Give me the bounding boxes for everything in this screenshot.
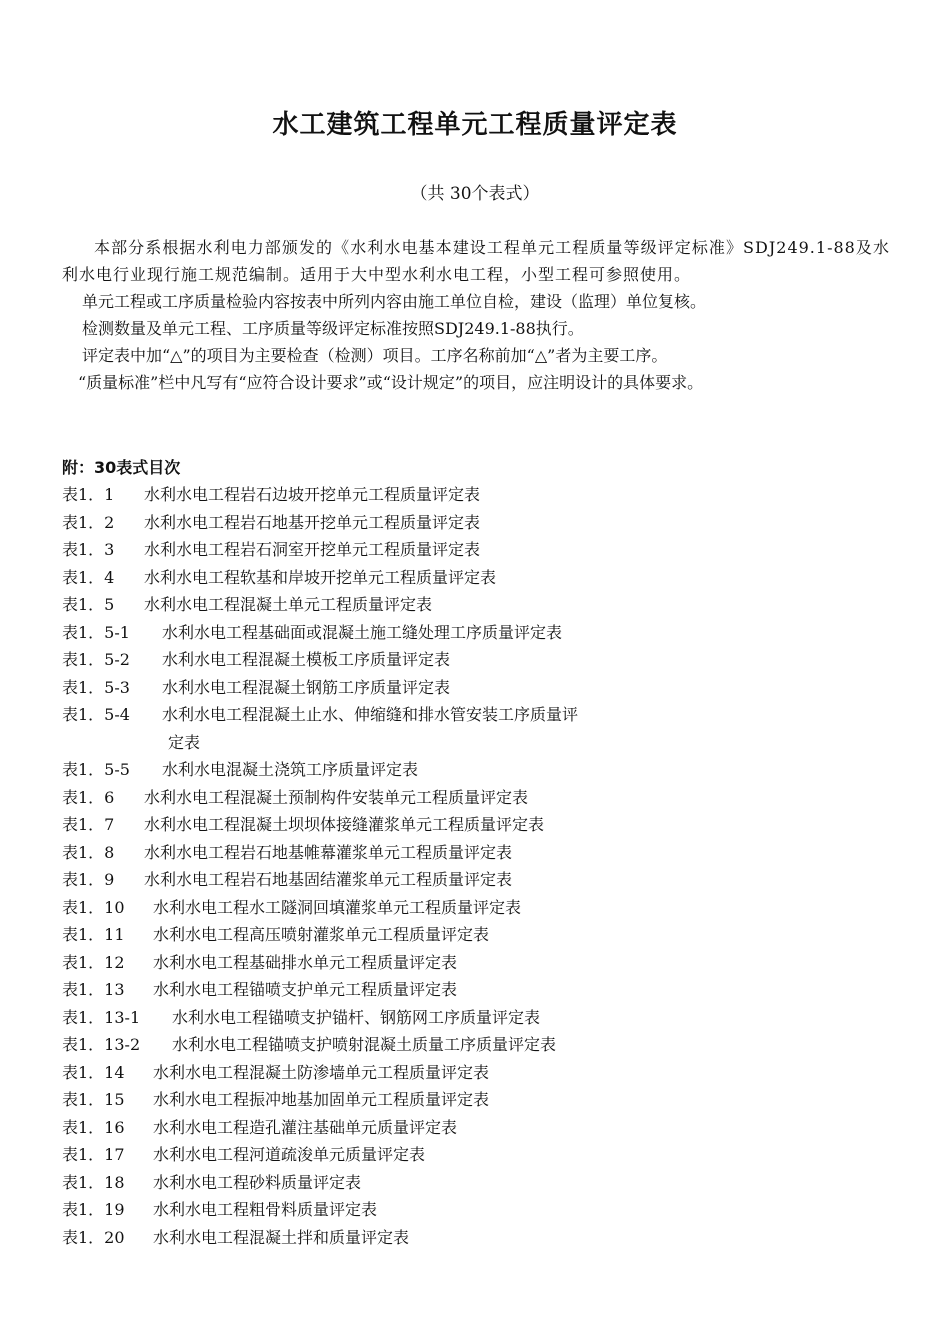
toc-entry-title: 水利水电工程混凝土单元工程质量评定表 [144,595,433,614]
toc-entry [62,674,882,702]
toc-entry-number: 表1．15 [62,1090,125,1109]
toc-entry-number: 表1．1 [62,485,115,504]
toc-entry-title: 水利水电工程锚喷支护单元工程质量评定表 [153,980,458,999]
toc-entry [62,1141,882,1169]
toc-entry-number: 表1．18 [62,1172,125,1192]
toc-entry-number: 表1．13 [62,980,125,999]
toc-entry-title: 水利水电工程锚喷支护锚杆、钢筋网工序质量评定表 [172,1007,541,1027]
toc-entry-number: 表1．12 [62,952,125,972]
toc-entry [62,481,882,509]
toc-entry [62,894,882,922]
toc-entry [62,1059,882,1087]
toc-entry [62,1224,882,1252]
toc-entry [62,1004,882,1032]
toc-entry-number: 表1．10 [62,897,125,917]
toc-entry-number: 表1．5-4 [62,705,130,724]
intro-section [62,234,890,396]
toc-entry-number: 表1．14 [62,1062,125,1082]
toc-entry [62,784,882,812]
toc-entry-number: 表1．5-5 [62,760,130,779]
intro-paragraph: 单元工程或工序质量检验内容按表中所列内容由施工单位自检，建设（监理）单位复核。 [82,292,707,311]
toc-entry-continuation: 定表 [168,732,201,752]
toc-entry-title: 水利水电工程高压喷射灌浆单元工程质量评定表 [153,925,490,944]
toc-entry [62,839,882,867]
toc-entry [62,756,882,784]
toc-entry-number: 表1．13-1 [62,1007,141,1027]
toc-entry-number: 表1．3 [62,540,115,559]
intro-paragraph: “质量标准”栏中凡写有“应符合设计要求”或“设计规定”的项目，应注明设计的具体要求。 [78,373,704,392]
toc-entry-number: 表1．5-1 [62,622,130,642]
toc-entry-number: 表1．8 [62,842,115,862]
toc-entry [62,646,882,674]
toc-entry-title: 水利水电工程岩石边坡开挖单元工程质量评定表 [144,485,481,504]
toc-entry [62,811,882,839]
toc-entry [62,591,882,619]
toc-entry-title: 水利水电工程混凝土钢筋工序质量评定表 [162,677,451,697]
document-subtitle: （共 30个表式） [410,184,540,204]
toc-entry [62,619,882,647]
toc-entry-title: 水利水电工程混凝土拌和质量评定表 [153,1227,410,1247]
toc-entry-title: 水利水电工程基础排水单元工程质量评定表 [153,952,458,972]
toc-entry [62,564,882,592]
toc-entry [62,1169,882,1197]
toc-entry-title: 水利水电工程混凝土模板工序质量评定表 [162,650,451,669]
toc-entry-title: 水利水电工程水工隧洞回填灌浆单元工程质量评定表 [153,897,522,917]
toc-entry [62,866,882,894]
toc-entry [62,1196,882,1224]
toc-entry-number: 表1．5 [62,595,115,614]
toc-entry-title: 水利水电工程岩石洞室开挖单元工程质量评定表 [144,540,481,559]
toc-entry-number: 表1．2 [62,512,115,532]
toc-entry-number: 表1．17 [62,1145,125,1164]
toc-entry-title: 水利水电工程软基和岸坡开挖单元工程质量评定表 [144,567,497,587]
toc-entry-title: 水利水电工程锚喷支护喷射混凝土质量工序质量评定表 [172,1035,557,1054]
document-title: 水工建筑工程单元工程质量评定表 [272,110,678,140]
toc-entry [62,1114,882,1142]
toc-entry [62,921,882,949]
toc-entry-title: 水利水电工程岩石地基固结灌浆单元工程质量评定表 [144,870,513,889]
toc-entry-title: 水利水电工程混凝土止水、伸缩缝和排水管安装工序质量评 [162,705,579,724]
toc-entry-number: 表1．9 [62,870,115,889]
toc-entry-number: 表1．11 [62,925,125,944]
toc-entry-number: 表1．19 [62,1200,125,1219]
toc-entry-number: 表1．4 [62,567,115,587]
toc-entry [62,536,882,564]
toc-entry-title: 水利水电混凝土浇筑工序质量评定表 [162,760,419,779]
toc-entry-number: 表1．5-2 [62,650,130,669]
toc-entry-title: 水利水电工程造孔灌注基础单元质量评定表 [153,1117,458,1137]
intro-paragraph: 评定表中加“△”的项目为主要检查（检测）项目。工序名称前加“△”者为主要工序。 [82,346,668,365]
toc-heading: 附：30表式目次 [62,458,181,477]
toc-entry-number: 表1．16 [62,1117,125,1137]
toc-entry-title: 水利水电工程混凝土坝坝体接缝灌浆单元工程质量评定表 [144,815,545,834]
toc-entry-number: 表1．20 [62,1227,125,1247]
toc-entry-title: 水利水电工程河道疏浚单元质量评定表 [153,1145,426,1164]
toc-entry [62,949,882,977]
toc-entry-number: 表1．13-2 [62,1035,141,1054]
toc-entry [62,509,882,537]
toc-entry [62,976,882,1004]
intro-paragraph: 本部分系根据水利电力部颁发的《水利水电基本建设工程单元工程质量等级评定标准》SDJ249.1-88及水利水电行业现行施工规范编制。适用于大中型水利水电工程，小型工程可参照使用。 [62,238,890,284]
toc-entry [62,701,882,729]
toc-entry-title: 水利水电工程基础面或混凝土施工缝处理工序质量评定表 [162,622,563,642]
intro-paragraph: 检测数量及单元工程、工序质量等级评定标准按照SDJ249.1-88执行。 [82,319,584,338]
toc-entry-title: 水利水电工程岩石地基开挖单元工程质量评定表 [144,512,481,532]
toc-entry [62,1086,882,1114]
toc-entry-title: 水利水电工程振冲地基加固单元工程质量评定表 [153,1090,490,1109]
toc-entry-title: 水利水电工程混凝土防渗墙单元工程质量评定表 [153,1062,490,1082]
toc-entry-number: 表1．7 [62,815,115,834]
toc-entry-title: 水利水电工程砂料质量评定表 [153,1172,362,1192]
toc-entry-number: 表1．5-3 [62,677,130,697]
toc-entry-number: 表1．6 [62,787,115,807]
toc-entry-title: 水利水电工程混凝土预制构件安装单元工程质量评定表 [144,787,529,807]
table-of-contents [62,481,882,1251]
toc-entry-title: 水利水电工程粗骨料质量评定表 [153,1200,378,1219]
toc-entry [62,1031,882,1059]
toc-entry-title: 水利水电工程岩石地基帷幕灌浆单元工程质量评定表 [144,842,513,862]
